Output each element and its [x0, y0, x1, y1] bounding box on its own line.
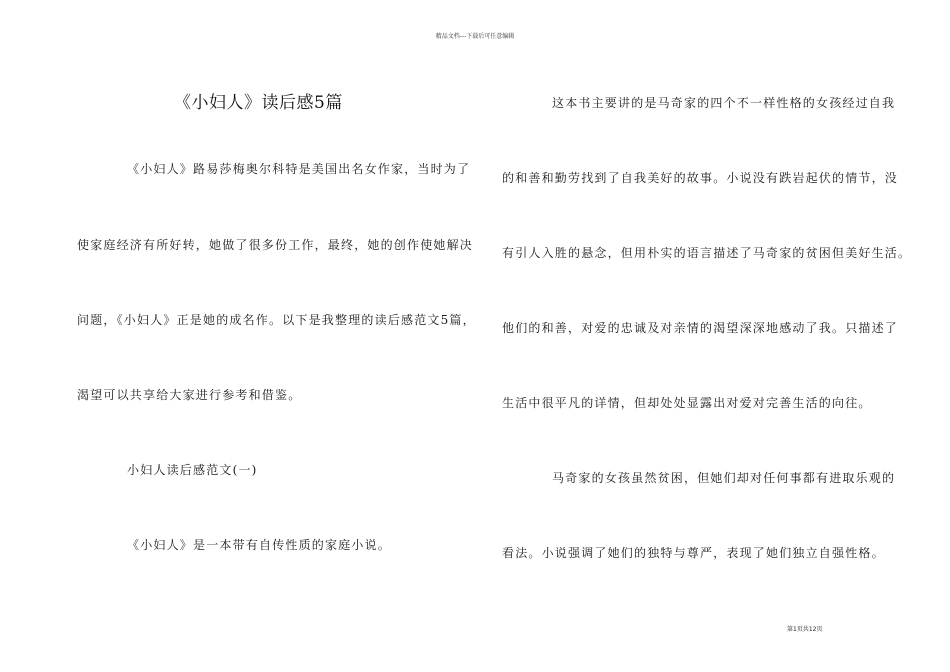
- page-header: 精品文档---下载后可任意编辑: [435, 33, 515, 40]
- paragraph-line: 这本书主要讲的是马奇家的四个不一样性格的女孩经过自我: [552, 96, 896, 110]
- paragraph-line: 渴望可以共享给大家进行参考和借鉴。: [77, 388, 302, 402]
- paragraph-line: 的和善和勤劳找到了自我美好的故事。小说没有跌岩起伏的情节，没: [502, 171, 899, 185]
- section-heading: 小妇人读后感范文(一): [127, 463, 258, 477]
- paragraph-line: 他们的和善，对爱的忠诚及对亲情的渴望深深地感动了我。只描述了: [502, 321, 899, 335]
- paragraph-line: 使家庭经济有所好转，她做了很多份工作，最终，她的创作使她解决: [77, 238, 474, 252]
- paragraph-line: 《小妇人》路易莎梅奥尔科特是美国出名女作家，当时为了: [127, 162, 471, 176]
- paragraph-line: 有引人入胜的悬念，但用朴实的语言描述了马奇家的贫困但美好生活。: [502, 246, 912, 260]
- document-title: 《小妇人》读后感5篇: [174, 93, 343, 113]
- paragraph-line: 看法。小说强调了她们的独特与尊严，表现了她们独立自强性格。: [502, 546, 885, 560]
- paragraph-line: 问题，《小妇人》正是她的成名作。以下是我整理的读后感范文5篇，: [77, 313, 476, 327]
- paragraph-line: 马奇家的女孩虽然贫困，但她们却对任何事都有进取乐观的: [552, 471, 896, 485]
- paragraph-line: 生活中很平凡的详情，但却处处显露出对爱对完善生活的向往。: [502, 396, 872, 410]
- page-number: 第1页共12页: [787, 626, 823, 633]
- paragraph-line: 《小妇人》是一本带有自传性质的家庭小说。: [127, 538, 392, 552]
